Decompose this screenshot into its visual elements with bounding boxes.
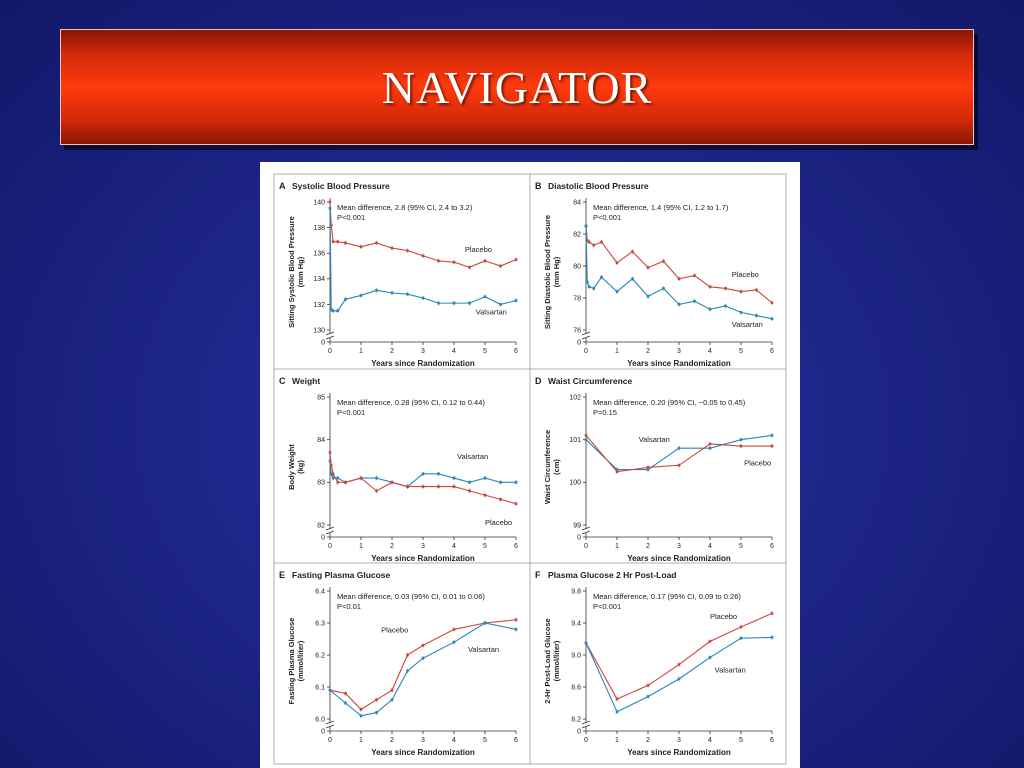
series-line xyxy=(330,620,516,710)
data-point xyxy=(437,485,440,488)
x-tick-label: 6 xyxy=(514,348,518,355)
data-point xyxy=(755,289,758,292)
data-point xyxy=(616,470,619,473)
slide-title: NAVIGATOR xyxy=(381,61,653,113)
y-axis-label: Waist Circumference xyxy=(543,429,552,505)
data-point xyxy=(375,711,378,714)
x-tick-label: 0 xyxy=(328,348,332,355)
data-point xyxy=(406,485,409,488)
series-label: Valsartan xyxy=(714,665,746,675)
x-tick-label: 5 xyxy=(483,543,487,550)
data-point xyxy=(724,287,727,290)
x-axis-label: Years since Randomization xyxy=(371,554,475,563)
data-point xyxy=(592,287,595,290)
y-tick-label-zero: 0 xyxy=(577,728,581,736)
y-tick-label-zero: 0 xyxy=(577,339,581,347)
annotation-line: P=0.15 xyxy=(593,408,617,417)
data-point xyxy=(484,295,487,298)
data-point xyxy=(740,311,743,314)
y-axis-label: (cm) xyxy=(552,459,561,475)
y-tick-label: 8.6 xyxy=(571,684,581,692)
y-tick-label: 6.4 xyxy=(315,588,325,596)
y-tick-label: 9.8 xyxy=(571,588,581,596)
data-point xyxy=(771,318,774,321)
x-tick-label: 0 xyxy=(584,543,588,550)
data-point xyxy=(771,636,774,639)
annotation-line: P<0.001 xyxy=(593,213,622,222)
x-tick-label: 0 xyxy=(328,737,332,744)
y-tick-label: 9.4 xyxy=(571,620,581,628)
data-point xyxy=(616,290,619,293)
data-point xyxy=(453,477,456,480)
data-point xyxy=(453,641,456,644)
series-label: Valsartan xyxy=(457,451,489,461)
data-point xyxy=(499,303,502,306)
data-point xyxy=(332,240,335,243)
x-tick-label: 2 xyxy=(646,348,650,355)
x-tick-label: 0 xyxy=(584,348,588,355)
data-point xyxy=(484,494,487,497)
data-point xyxy=(453,302,456,305)
chart-panel-c xyxy=(279,376,518,563)
data-point xyxy=(588,241,591,244)
data-point xyxy=(616,711,619,714)
chart-panel-e xyxy=(279,570,518,757)
data-point xyxy=(453,261,456,264)
data-point xyxy=(600,241,603,244)
series-line xyxy=(330,208,516,310)
data-point xyxy=(740,290,743,293)
panel-title: Fasting Plasma Glucose xyxy=(292,570,391,580)
chart-panel-d xyxy=(535,376,774,563)
data-point xyxy=(484,260,487,263)
data-point xyxy=(771,302,774,305)
data-point xyxy=(468,490,471,493)
y-tick-label: 6.3 xyxy=(315,620,325,628)
y-axis-label: (mmol/liter) xyxy=(296,640,305,682)
panel-letter: D xyxy=(535,376,542,386)
data-point xyxy=(406,670,409,673)
y-axis-label: Fasting Plasma Glucose xyxy=(287,617,296,705)
data-point xyxy=(724,305,727,308)
data-point xyxy=(515,299,518,302)
x-tick-label: 5 xyxy=(739,543,743,550)
y-tick-label-zero: 0 xyxy=(577,534,581,542)
data-point xyxy=(375,242,378,245)
data-point xyxy=(709,640,712,643)
data-point xyxy=(391,292,394,295)
data-point xyxy=(360,294,363,297)
panel-letter: C xyxy=(279,376,286,386)
data-point xyxy=(332,310,335,313)
series-valsartan xyxy=(329,452,518,489)
series-placebo xyxy=(585,611,774,701)
data-point xyxy=(391,247,394,250)
data-point xyxy=(437,473,440,476)
data-point xyxy=(771,445,774,448)
data-point xyxy=(515,628,518,631)
x-tick-label: 4 xyxy=(708,543,712,550)
series-line xyxy=(586,226,772,303)
data-point xyxy=(499,265,502,268)
series-label: Valsartan xyxy=(467,644,500,654)
series-line xyxy=(586,613,772,699)
data-point xyxy=(437,260,440,263)
data-point xyxy=(329,207,332,210)
annotation-line: Mean difference, 0.03 (95% CI, 0.01 to 0.06) xyxy=(337,592,485,601)
y-tick-label: 99 xyxy=(573,522,581,530)
data-point xyxy=(360,708,363,711)
data-point xyxy=(740,637,743,640)
data-point xyxy=(406,654,409,657)
data-point xyxy=(662,260,665,263)
data-point xyxy=(332,473,335,476)
y-tick-label: 78 xyxy=(573,295,581,303)
series-label: Placebo xyxy=(464,244,492,254)
annotation-line: Mean difference, 0.17 (95% CI, 0.09 to 0.26) xyxy=(593,592,741,601)
x-tick-label: 6 xyxy=(514,543,518,550)
data-point xyxy=(585,642,588,645)
x-tick-label: 4 xyxy=(452,737,456,744)
data-point xyxy=(422,485,425,488)
series-placebo xyxy=(585,224,774,305)
data-point xyxy=(484,622,487,625)
panel-title: Weight xyxy=(292,376,321,386)
x-tick-label: 1 xyxy=(359,737,363,744)
data-point xyxy=(422,644,425,647)
annotation-line: Mean difference, 0.20 (95% CI, −0.05 to 0.45) xyxy=(593,398,746,407)
data-point xyxy=(740,438,743,441)
series-placebo xyxy=(329,450,518,527)
y-tick-label: 82 xyxy=(317,522,325,530)
data-point xyxy=(360,477,363,480)
data-point xyxy=(330,464,333,467)
data-point xyxy=(375,490,378,493)
series-valsartan xyxy=(329,621,518,718)
data-point xyxy=(336,481,339,484)
y-axis-label: Sitting Diastolic Blood Pressure xyxy=(543,214,552,330)
data-point xyxy=(616,262,619,265)
y-axis-label: (mmol/liter) xyxy=(552,640,561,682)
y-tick-label: 132 xyxy=(313,301,325,309)
x-tick-label: 3 xyxy=(421,348,425,355)
y-tick-label: 8.2 xyxy=(571,716,581,724)
data-point xyxy=(453,485,456,488)
data-point xyxy=(336,240,339,243)
annotation-line: Mean difference, 1.4 (95% CI, 1.2 to 1.7) xyxy=(593,203,729,212)
y-tick-label: 80 xyxy=(573,263,581,271)
y-tick-label: 85 xyxy=(317,394,325,402)
x-tick-label: 3 xyxy=(677,543,681,550)
x-tick-label: 2 xyxy=(390,737,394,744)
y-tick-label: 84 xyxy=(573,199,581,207)
data-point xyxy=(647,295,650,298)
panel-title: Diastolic Blood Pressure xyxy=(548,181,649,191)
y-tick-label: 130 xyxy=(313,327,325,335)
chart-panel-a xyxy=(279,181,518,368)
annotation-line: Mean difference, 2.8 (95% CI, 2.4 to 3.2) xyxy=(337,203,473,212)
data-point xyxy=(586,281,589,284)
data-point xyxy=(344,298,347,301)
x-tick-label: 5 xyxy=(483,348,487,355)
y-tick-label: 6.2 xyxy=(315,652,325,660)
series-label: Placebo xyxy=(485,518,513,527)
data-point xyxy=(631,278,634,281)
panel-letter: E xyxy=(279,570,286,580)
data-point xyxy=(709,286,712,289)
y-tick-label-zero: 0 xyxy=(321,534,325,542)
annotation-line: P<0.001 xyxy=(337,213,366,222)
data-point xyxy=(585,434,588,437)
data-point xyxy=(336,477,339,480)
data-point xyxy=(344,692,347,695)
data-point xyxy=(585,225,588,228)
data-point xyxy=(647,466,650,469)
data-point xyxy=(515,502,518,505)
panel-title: Plasma Glucose 2 Hr Post-Load xyxy=(548,570,677,580)
x-tick-label: 4 xyxy=(452,348,456,355)
series-label: Placebo xyxy=(731,270,759,280)
x-tick-label: 6 xyxy=(770,543,774,550)
data-point xyxy=(329,451,332,454)
data-point xyxy=(678,278,681,281)
series-label: Placebo xyxy=(381,625,409,635)
data-point xyxy=(391,689,394,692)
y-tick-label: 83 xyxy=(317,479,325,487)
x-tick-label: 5 xyxy=(483,737,487,744)
data-point xyxy=(588,286,591,289)
annotation-line: P<0.01 xyxy=(337,602,361,611)
data-point xyxy=(709,447,712,450)
x-tick-label: 4 xyxy=(708,737,712,744)
panel-letter: B xyxy=(535,181,542,191)
data-point xyxy=(422,297,425,300)
series-label: Placebo xyxy=(744,458,772,468)
data-point xyxy=(755,314,758,317)
x-tick-label: 2 xyxy=(390,348,394,355)
data-point xyxy=(740,445,743,448)
data-point xyxy=(515,258,518,261)
series-label: Valsartan xyxy=(638,434,670,444)
panel-letter: F xyxy=(535,570,541,580)
y-tick-label: 76 xyxy=(573,327,581,335)
y-axis-label: Sitting Systolic Blood Pressure xyxy=(287,216,296,328)
figure-panel-grid xyxy=(260,162,800,768)
data-point xyxy=(375,699,378,702)
annotation-line: Mean difference, 0.28 (95% CI, 0.12 to 0.44) xyxy=(337,398,485,407)
data-point xyxy=(616,698,619,701)
x-tick-label: 6 xyxy=(770,737,774,744)
series-label: Valsartan xyxy=(731,319,763,329)
y-axis-label: (kg) xyxy=(296,460,305,474)
data-point xyxy=(678,663,681,666)
data-point xyxy=(647,684,650,687)
data-point xyxy=(391,481,394,484)
x-tick-label: 2 xyxy=(646,543,650,550)
data-point xyxy=(422,657,425,660)
y-tick-label: 138 xyxy=(313,225,325,232)
data-point xyxy=(329,689,332,692)
data-point xyxy=(647,266,650,269)
data-point xyxy=(592,244,595,247)
x-axis-label: Years since Randomization xyxy=(627,554,731,563)
series-placebo xyxy=(329,618,518,712)
y-tick-label: 9.0 xyxy=(571,652,581,660)
x-tick-label: 3 xyxy=(677,737,681,744)
figure-svg xyxy=(260,162,800,768)
series-label: Valsartan xyxy=(475,307,507,317)
y-tick-label: 136 xyxy=(313,250,325,258)
x-tick-label: 1 xyxy=(615,737,619,744)
series-valsartan xyxy=(329,206,518,316)
data-point xyxy=(709,308,712,311)
series-label: Placebo xyxy=(710,612,738,621)
x-tick-label: 4 xyxy=(708,348,712,355)
data-point xyxy=(332,477,335,480)
panel-letter: A xyxy=(279,181,286,191)
data-point xyxy=(453,628,456,631)
data-point xyxy=(468,266,471,269)
data-point xyxy=(499,498,502,501)
data-point xyxy=(375,289,378,292)
data-point xyxy=(631,250,634,253)
data-point xyxy=(437,302,440,305)
x-tick-label: 3 xyxy=(677,348,681,355)
data-point xyxy=(693,300,696,303)
data-point xyxy=(468,481,471,484)
data-point xyxy=(344,702,347,705)
x-axis-label: Years since Randomization xyxy=(627,359,731,368)
data-point xyxy=(391,699,394,702)
x-tick-label: 2 xyxy=(390,543,394,550)
x-tick-label: 1 xyxy=(615,348,619,355)
chart-panel-f xyxy=(535,570,774,757)
data-point xyxy=(360,715,363,718)
series-valsartan xyxy=(585,635,774,714)
data-point xyxy=(678,464,681,467)
data-point xyxy=(422,254,425,257)
x-tick-label: 1 xyxy=(359,348,363,355)
data-point xyxy=(771,612,774,615)
y-axis-label: 2-Hr Post-Load Glucose xyxy=(543,618,552,704)
x-tick-label: 1 xyxy=(359,543,363,550)
x-tick-label: 3 xyxy=(421,543,425,550)
data-point xyxy=(771,434,774,437)
data-point xyxy=(709,656,712,659)
data-point xyxy=(499,481,502,484)
data-point xyxy=(422,473,425,476)
x-tick-label: 5 xyxy=(739,737,743,744)
y-axis-label: (mm Hg) xyxy=(296,256,305,288)
data-point xyxy=(515,619,518,622)
x-axis-label: Years since Randomization xyxy=(371,748,475,757)
data-point xyxy=(693,274,696,277)
data-point xyxy=(406,293,409,296)
data-point xyxy=(678,678,681,681)
y-tick-label-zero: 0 xyxy=(321,339,325,347)
data-point xyxy=(468,302,471,305)
x-tick-label: 5 xyxy=(739,348,743,355)
y-tick-label: 84 xyxy=(317,437,325,445)
x-tick-label: 6 xyxy=(514,737,518,744)
x-tick-label: 1 xyxy=(615,543,619,550)
data-point xyxy=(336,310,339,313)
data-point xyxy=(360,246,363,249)
data-point xyxy=(344,242,347,245)
data-point xyxy=(740,626,743,629)
data-point xyxy=(647,695,650,698)
y-tick-label: 82 xyxy=(573,231,581,239)
data-point xyxy=(344,481,347,484)
y-tick-label: 140 xyxy=(313,199,325,207)
y-tick-label-zero: 0 xyxy=(321,728,325,736)
x-tick-label: 0 xyxy=(584,737,588,744)
x-tick-label: 2 xyxy=(646,737,650,744)
y-tick-label: 100 xyxy=(569,479,581,487)
chart-panel-b xyxy=(535,181,774,368)
data-point xyxy=(329,201,332,204)
y-axis-label: (mm Hg) xyxy=(552,256,561,288)
y-tick-label: 6.0 xyxy=(315,716,325,724)
title-banner xyxy=(60,29,974,145)
data-point xyxy=(375,477,378,480)
annotation-line: P<0.001 xyxy=(337,408,366,417)
y-tick-label: 101 xyxy=(569,437,581,445)
x-tick-label: 0 xyxy=(328,543,332,550)
series-line xyxy=(330,623,516,716)
data-point xyxy=(585,438,588,441)
y-tick-label: 102 xyxy=(569,394,581,402)
data-point xyxy=(406,249,409,252)
data-point xyxy=(709,443,712,446)
y-tick-label: 6.1 xyxy=(315,684,325,692)
x-tick-label: 6 xyxy=(770,348,774,355)
x-axis-label: Years since Randomization xyxy=(627,748,731,757)
data-point xyxy=(484,477,487,480)
data-point xyxy=(678,303,681,306)
x-tick-label: 4 xyxy=(452,543,456,550)
panel-title: Systolic Blood Pressure xyxy=(292,181,390,191)
x-tick-label: 3 xyxy=(421,737,425,744)
data-point xyxy=(600,276,603,279)
data-point xyxy=(662,287,665,290)
y-tick-label: 134 xyxy=(313,276,325,284)
panel-title: Waist Circumference xyxy=(548,376,633,386)
x-axis-label: Years since Randomization xyxy=(371,359,475,368)
y-axis-label: Body Weight xyxy=(287,444,296,490)
data-point xyxy=(515,481,518,484)
data-point xyxy=(678,447,681,450)
annotation-line: P<0.001 xyxy=(593,602,622,611)
